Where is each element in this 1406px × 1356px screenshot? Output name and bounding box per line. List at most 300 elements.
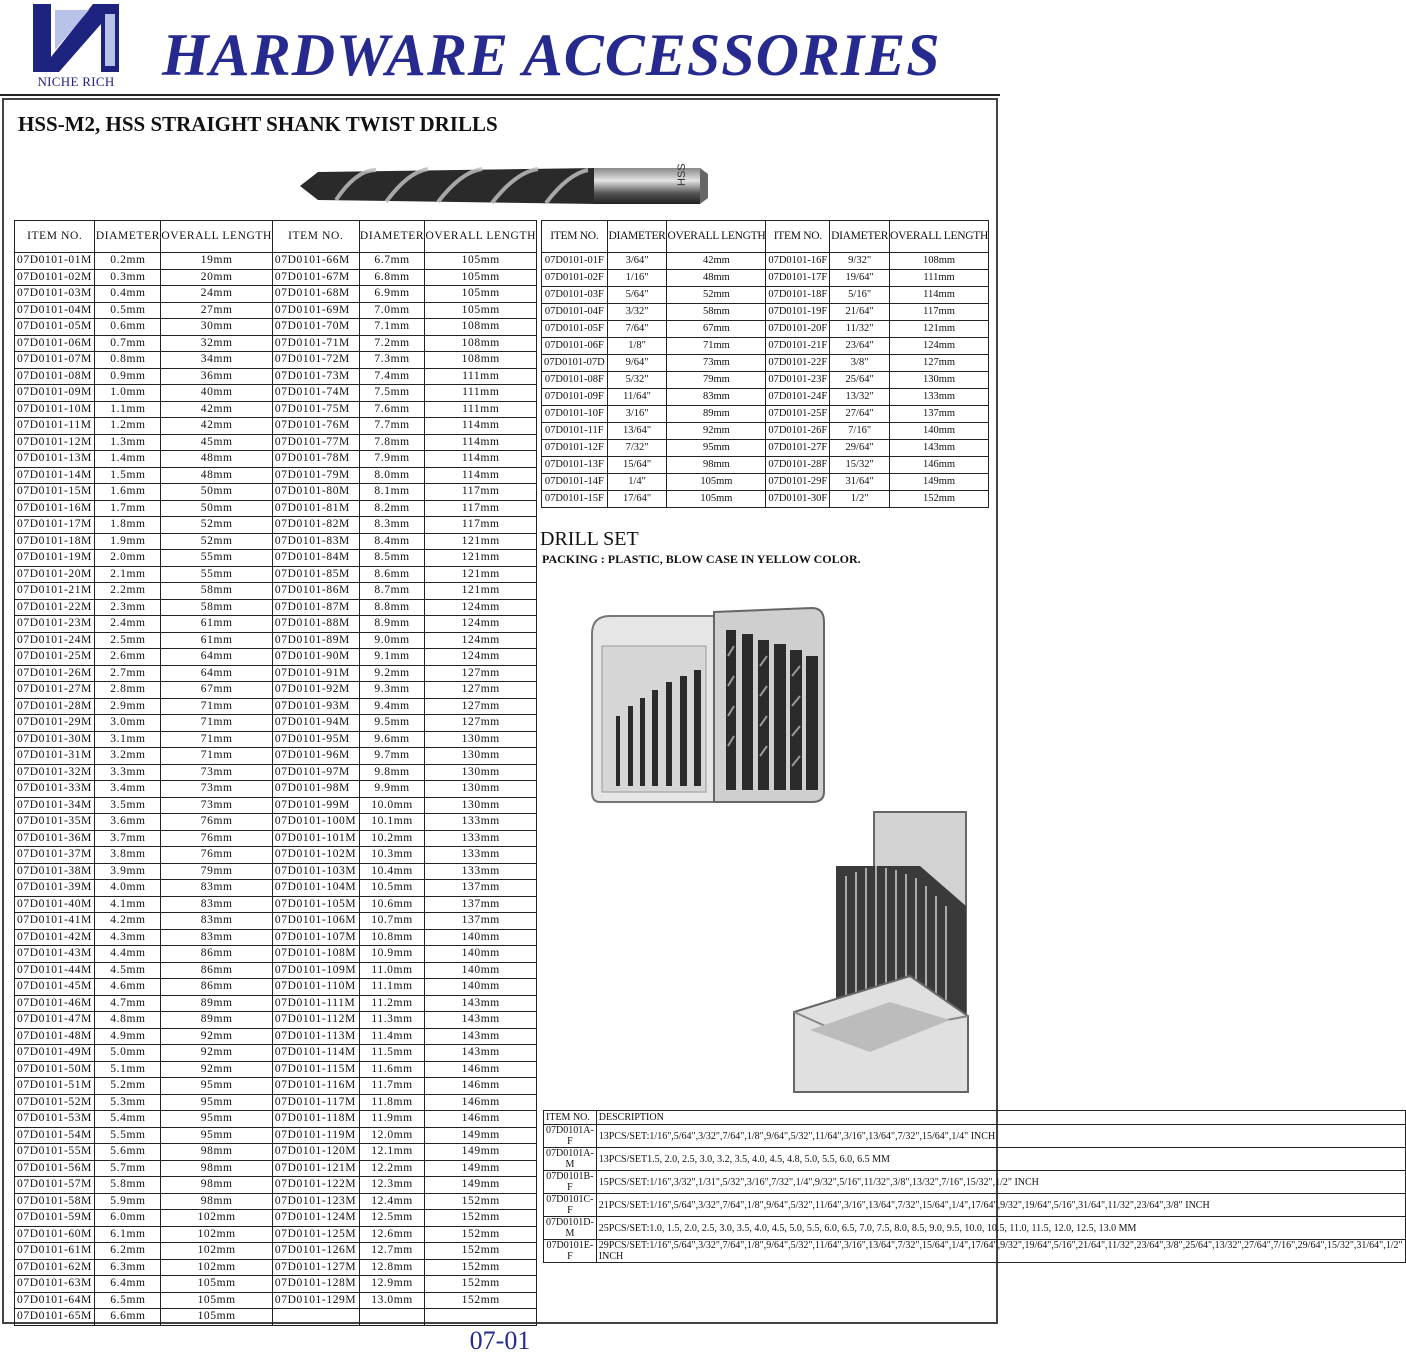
table-row [15, 484, 537, 501]
table-cell: 105mm [425, 286, 537, 303]
table-cell: 6.3mm [95, 1259, 161, 1276]
table-cell: 121mm [425, 533, 537, 550]
table-cell: 7.0mm [359, 302, 425, 319]
table-cell: 140mm [425, 929, 537, 946]
table-row [15, 962, 537, 979]
table-cell: 07D0101-85M [272, 566, 359, 583]
table-cell: 152mm [425, 1276, 537, 1293]
table-row [544, 1125, 1406, 1148]
table-cell: 108mm [425, 335, 537, 352]
table-cell: 7.5mm [359, 385, 425, 402]
table-cell: 98mm [161, 1160, 273, 1177]
table-cell: 105mm [667, 474, 766, 491]
table-cell: 07D0101-72M [272, 352, 359, 369]
table-row [544, 1240, 1406, 1263]
table-cell: 07D0101-100M [272, 814, 359, 831]
table-cell: 3/8" [830, 355, 890, 372]
table-row [15, 616, 537, 633]
table-cell: 130mm [425, 748, 537, 765]
table-cell: 1.9mm [95, 533, 161, 550]
table-cell: 152mm [425, 1292, 537, 1309]
table-cell: 4.3mm [95, 929, 161, 946]
table-row [15, 715, 537, 732]
table-cell: 9.5mm [359, 715, 425, 732]
table-row [15, 698, 537, 715]
table-cell: 3.0mm [95, 715, 161, 732]
table-cell: 83mm [667, 389, 766, 406]
table-cell: 127mm [425, 698, 537, 715]
table-cell: 07D0101-121M [272, 1160, 359, 1177]
table-cell: 98mm [161, 1177, 273, 1194]
table-cell: 2.4mm [95, 616, 161, 633]
table-cell: 07D0101-31M [15, 748, 95, 765]
table-cell: 5.6mm [95, 1144, 161, 1161]
table-cell: 0.4mm [95, 286, 161, 303]
table-row [15, 781, 537, 798]
table-cell: 45mm [161, 434, 273, 451]
table-row [544, 1171, 1406, 1194]
table-cell: 07D0101-62M [15, 1259, 95, 1276]
table-cell: 07D0101-52M [15, 1094, 95, 1111]
table-cell: 07D0101-73M [272, 368, 359, 385]
table-cell: 07D0101-127M [272, 1259, 359, 1276]
table-row [15, 764, 537, 781]
table-cell: 3.5mm [95, 797, 161, 814]
table-cell: 10.8mm [359, 929, 425, 946]
table-cell: 117mm [425, 484, 537, 501]
table-cell: 21PCS/SET:1/16",5/64",3/32",7/64",1/8",9/64",5/32",11/64",3/16",13/64",7/32",15/64",1/4",17/64",9/32",19/64",5/16",31/64",11/32",23/64",3/8" INCH [596, 1194, 1405, 1217]
table-cell: 73mm [667, 355, 766, 372]
table-cell: 07D0101-29F [766, 474, 830, 491]
table-cell: 9.8mm [359, 764, 425, 781]
table-cell: 108mm [425, 319, 537, 336]
table-row [15, 797, 537, 814]
table-cell: 42mm [161, 418, 273, 435]
table-cell: 149mm [425, 1144, 537, 1161]
table-row [15, 1210, 537, 1227]
column-header: OVERALL LENGTH [425, 221, 537, 253]
table-cell: 8.4mm [359, 533, 425, 550]
table-cell: 07D0101-101M [272, 830, 359, 847]
table-cell: 07D0101-19M [15, 550, 95, 567]
table-cell: 12.7mm [359, 1243, 425, 1260]
table-cell: 07D0101-110M [272, 979, 359, 996]
table-cell: 07D0101B-F [544, 1171, 597, 1194]
table-cell: 95mm [161, 1111, 273, 1128]
table-cell: 3.1mm [95, 731, 161, 748]
table-cell: 07D0101-07M [15, 352, 95, 369]
table-cell: 146mm [425, 1061, 537, 1078]
table-cell: 2.5mm [95, 632, 161, 649]
table-cell: 07D0101-13M [15, 451, 95, 468]
table-cell: 9.9mm [359, 781, 425, 798]
table-cell: 48mm [161, 467, 273, 484]
table-row [15, 880, 537, 897]
table-cell: 117mm [425, 517, 537, 534]
table-cell: 07D0101-09M [15, 385, 95, 402]
table-cell: 07D0101-122M [272, 1177, 359, 1194]
table-row [542, 321, 989, 338]
table-cell: 12.2mm [359, 1160, 425, 1177]
table-row [542, 253, 989, 270]
table-cell: 4.8mm [95, 1012, 161, 1029]
table-cell: 76mm [161, 830, 273, 847]
table-cell: 10.5mm [359, 880, 425, 897]
table-cell: 2.7mm [95, 665, 161, 682]
table-cell: 07D0101-60M [15, 1226, 95, 1243]
table-cell: 13.0mm [359, 1292, 425, 1309]
table-row [15, 1259, 537, 1276]
column-header: ITEM NO. [272, 221, 359, 253]
table-cell: 133mm [425, 847, 537, 864]
table-row [15, 517, 537, 534]
column-header: ITEM NO. [766, 221, 830, 253]
table-cell: 52mm [667, 287, 766, 304]
table-cell: 6.5mm [95, 1292, 161, 1309]
page-title: HARDWARE ACCESSORIES [162, 22, 941, 88]
table-cell: 07D0101-38M [15, 863, 95, 880]
table-cell: 07D0101-61M [15, 1243, 95, 1260]
table-cell: 143mm [890, 440, 989, 457]
table-cell: 1.3mm [95, 434, 161, 451]
table-cell: 9.6mm [359, 731, 425, 748]
table-cell: 30mm [161, 319, 273, 336]
table-cell: 55mm [161, 566, 273, 583]
table-cell: 9.3mm [359, 682, 425, 699]
table-cell: 1/4" [607, 474, 667, 491]
table-cell: 5/16" [830, 287, 890, 304]
table-cell: 07D0101-51M [15, 1078, 95, 1095]
table-row [15, 1193, 537, 1210]
table-cell: 2.2mm [95, 583, 161, 600]
table-cell: 07D0101-44M [15, 962, 95, 979]
table-cell: 73mm [161, 764, 273, 781]
table-cell: 2.1mm [95, 566, 161, 583]
table-cell: 07D0101-69M [272, 302, 359, 319]
table-cell: 5/32" [607, 372, 667, 389]
table-cell: 21/64" [830, 304, 890, 321]
table-row [15, 1160, 537, 1177]
table-cell: 07D0101C-F [544, 1194, 597, 1217]
table-row [15, 451, 537, 468]
table-cell: 07D0101-01F [542, 253, 608, 270]
table-cell: 07D0101-13F [542, 457, 608, 474]
table-cell: 07D0101-124M [272, 1210, 359, 1227]
table-row [15, 401, 537, 418]
column-header: DIAMETER [359, 221, 425, 253]
table-cell: 07D0101-01M [15, 253, 95, 270]
table-cell: 105mm [161, 1309, 273, 1326]
table-cell: 137mm [425, 880, 537, 897]
table-row [15, 1094, 537, 1111]
table-cell: 07D0101-108M [272, 946, 359, 963]
table-cell: 07D0101-23F [766, 372, 830, 389]
table-cell: 07D0101-78M [272, 451, 359, 468]
table-cell: 133mm [425, 863, 537, 880]
table-cell: 07D0101-129M [272, 1292, 359, 1309]
table-cell: 07D0101-33M [15, 781, 95, 798]
table-row [15, 1144, 537, 1161]
table-cell: 105mm [161, 1276, 273, 1293]
table-cell: 07D0101-18M [15, 533, 95, 550]
table-cell: 12.0mm [359, 1127, 425, 1144]
table-cell: 07D0101-43M [15, 946, 95, 963]
table-cell: 07D0101-95M [272, 731, 359, 748]
column-header: OVERALL LENGTH [667, 221, 766, 253]
table-cell: 07D0101-83M [272, 533, 359, 550]
table-cell: 7.6mm [359, 401, 425, 418]
table-cell: 07D0101-16M [15, 500, 95, 517]
table-cell: 50mm [161, 500, 273, 517]
table-cell: 07D0101-91M [272, 665, 359, 682]
table-cell: 8.8mm [359, 599, 425, 616]
table-cell: 07D0101-16F [766, 253, 830, 270]
table-cell: 0.3mm [95, 269, 161, 286]
table-cell: 07D0101-30F [766, 491, 830, 508]
table-cell: 07D0101-24F [766, 389, 830, 406]
table-row [15, 665, 537, 682]
table-cell: 07D0101-67M [272, 269, 359, 286]
table-cell: 07D0101-32M [15, 764, 95, 781]
table-cell: 07D0101-80M [272, 484, 359, 501]
table-row [15, 748, 537, 765]
table-cell: 07D0101-79M [272, 467, 359, 484]
table-cell: 07D0101-26F [766, 423, 830, 440]
table-cell: 137mm [890, 406, 989, 423]
table-row [542, 372, 989, 389]
table-cell: 07D0101-126M [272, 1243, 359, 1260]
table-cell: 98mm [161, 1144, 273, 1161]
table-cell: 9.0mm [359, 632, 425, 649]
table-row [15, 1012, 537, 1029]
table-cell: 114mm [425, 434, 537, 451]
table-cell: 07D0101-05F [542, 321, 608, 338]
table-cell: 07D0101-06F [542, 338, 608, 355]
table-cell: 07D0101-30M [15, 731, 95, 748]
table-cell: 07D0101-53M [15, 1111, 95, 1128]
table-cell: 8.1mm [359, 484, 425, 501]
table-cell: 1.7mm [95, 500, 161, 517]
table-cell: 3.6mm [95, 814, 161, 831]
table-cell: 124mm [425, 616, 537, 633]
table-cell: 105mm [425, 253, 537, 270]
page-header [0, 0, 1000, 96]
table-cell: 86mm [161, 979, 273, 996]
table-cell: 07D0101-22M [15, 599, 95, 616]
table-cell: 11.1mm [359, 979, 425, 996]
table-cell: 07D0101-97M [272, 764, 359, 781]
table-cell: 6.2mm [95, 1243, 161, 1260]
table-row [15, 385, 537, 402]
table-cell: 10.3mm [359, 847, 425, 864]
table-row [15, 368, 537, 385]
table-cell: 07D0101-117M [272, 1094, 359, 1111]
table-cell: 07D0101-94M [272, 715, 359, 732]
table-cell: 07D0101-14F [542, 474, 608, 491]
table-cell: 07D0101-24M [15, 632, 95, 649]
table-cell: 52mm [161, 517, 273, 534]
table-cell: 07D0101-82M [272, 517, 359, 534]
table-cell: 3/64" [607, 253, 667, 270]
table-cell: 07D0101E-F [544, 1240, 597, 1263]
table-cell: 15/32" [830, 457, 890, 474]
table-cell: 11.7mm [359, 1078, 425, 1095]
table-row [15, 335, 537, 352]
table-cell: 95mm [161, 1127, 273, 1144]
table-cell: 7/16" [830, 423, 890, 440]
table-cell: 102mm [161, 1243, 273, 1260]
logo-text: NICHE RICH [37, 74, 115, 89]
table-cell: 11.8mm [359, 1094, 425, 1111]
table-cell: 61mm [161, 616, 273, 633]
table-cell: 34mm [161, 352, 273, 369]
table-row [15, 979, 537, 996]
table-cell: 98mm [667, 457, 766, 474]
table-cell: 07D0101-92M [272, 682, 359, 699]
table-cell: 7.2mm [359, 335, 425, 352]
table-cell: 07D0101-50M [15, 1061, 95, 1078]
table-cell: 130mm [425, 797, 537, 814]
table-cell: 07D0101-104M [272, 880, 359, 897]
table-cell: 07D0101-21F [766, 338, 830, 355]
table-cell: 143mm [425, 1012, 537, 1029]
table-cell: 2.8mm [95, 682, 161, 699]
packing-note: PACKING : PLASTIC, BLOW CASE IN YELLOW COLOR. [542, 552, 861, 566]
table-row [15, 632, 537, 649]
table-cell: 07D0101-107M [272, 929, 359, 946]
table-cell: 29PCS/SET:1/16",5/64",3/32",7/64",1/8",9/64",5/32",11/64",3/16",13/64",7/32",15/64",1/4",17/64",9/32",19/64",5/16",21/64",11/32",23/64",3/8",25/64",13/32",27/64",7/16",29/64",15/32",31/64",1/2" INCH [596, 1240, 1405, 1263]
table-cell: 127mm [890, 355, 989, 372]
table-cell: 25/64" [830, 372, 890, 389]
table-cell: 6.9mm [359, 286, 425, 303]
table-cell: 29/64" [830, 440, 890, 457]
table-cell: 07D0101-20F [766, 321, 830, 338]
table-cell: 11.2mm [359, 995, 425, 1012]
table-cell: 11/64" [607, 389, 667, 406]
table-cell: 5/64" [607, 287, 667, 304]
table-row [15, 352, 537, 369]
table-cell: 3.9mm [95, 863, 161, 880]
table-cell: 58mm [161, 583, 273, 600]
table-cell: 17/64" [607, 491, 667, 508]
table-cell: 7/32" [607, 440, 667, 457]
table-cell: 7.3mm [359, 352, 425, 369]
table-cell: 07D0101-11M [15, 418, 95, 435]
table-cell: 67mm [161, 682, 273, 699]
table-cell: 71mm [667, 338, 766, 355]
table-cell: 1/8" [607, 338, 667, 355]
table-cell: 130mm [425, 781, 537, 798]
table-cell: 111mm [425, 368, 537, 385]
table-cell: 1.0mm [95, 385, 161, 402]
table-cell: 152mm [425, 1193, 537, 1210]
table-cell: 146mm [425, 1111, 537, 1128]
table-cell: 124mm [425, 632, 537, 649]
table-cell: 108mm [890, 253, 989, 270]
table-cell: 07D0101-63M [15, 1276, 95, 1293]
table-row [15, 1226, 537, 1243]
table-cell: 5.3mm [95, 1094, 161, 1111]
section-title: HSS-M2, HSS STRAIGHT SHANK TWIST DRILLS [18, 112, 498, 136]
table-cell: 1.2mm [95, 418, 161, 435]
table-cell: 5.2mm [95, 1078, 161, 1095]
table-cell: 07D0101-106M [272, 913, 359, 930]
table-cell: 7/64" [607, 321, 667, 338]
table-cell: 7.4mm [359, 368, 425, 385]
table-cell: 89mm [667, 406, 766, 423]
table-cell: 0.7mm [95, 335, 161, 352]
column-header: OVERALL LENGTH [161, 221, 273, 253]
table-cell: 07D0101-39M [15, 880, 95, 897]
table-row [542, 474, 989, 491]
table-row [15, 1028, 537, 1045]
table-cell: 95mm [161, 1094, 273, 1111]
table-cell: 3.8mm [95, 847, 161, 864]
table-cell: 133mm [425, 830, 537, 847]
table-cell: 89mm [161, 995, 273, 1012]
table-cell: 07D0101-90M [272, 649, 359, 666]
table-row [15, 896, 537, 913]
table-cell: 5.7mm [95, 1160, 161, 1177]
table-cell: 0.2mm [95, 253, 161, 270]
table-cell: 124mm [890, 338, 989, 355]
table-cell: 6.4mm [95, 1276, 161, 1293]
table-cell: 07D0101-27F [766, 440, 830, 457]
table-cell: 12.9mm [359, 1276, 425, 1293]
table-cell: 25PCS/SET:1.0, 1.5, 2.0, 2.5, 3.0, 3.5, 4.0, 4.5, 5.0, 5.5, 6.0, 6.5, 7.0, 7.5, 8.0, 8.5, 9.0, 9.5, 10.0, 10.5, 11.0, 11.5, 12.0, 12.5, 13.0 MM [596, 1217, 1405, 1240]
table-cell: 12.6mm [359, 1226, 425, 1243]
column-header: DIAMETER [607, 221, 667, 253]
table-row [15, 1045, 537, 1062]
table-cell: 8.7mm [359, 583, 425, 600]
table-cell: 12.8mm [359, 1259, 425, 1276]
table-cell: 42mm [161, 401, 273, 418]
table-cell: 133mm [890, 389, 989, 406]
table-cell: 4.0mm [95, 880, 161, 897]
table-cell: 121mm [425, 583, 537, 600]
table-cell: 83mm [161, 880, 273, 897]
table-cell: 8.6mm [359, 566, 425, 583]
table-cell: 07D0101-15F [542, 491, 608, 508]
table-cell: 07D0101-46M [15, 995, 95, 1012]
table-cell: 64mm [161, 649, 273, 666]
table-cell: 07D0101-03F [542, 287, 608, 304]
table-cell: 92mm [161, 1045, 273, 1062]
table-cell: 07D0101-128M [272, 1276, 359, 1293]
twist-drill-image [296, 160, 712, 210]
drill-set-case-large-image [790, 806, 972, 1096]
table-row [15, 830, 537, 847]
table-cell: 10.1mm [359, 814, 425, 831]
table-cell: 40mm [161, 385, 273, 402]
table-cell: 146mm [425, 1094, 537, 1111]
table-cell: 07D0101-116M [272, 1078, 359, 1095]
column-header: DESCRIPTION [596, 1111, 1405, 1125]
table-row [15, 583, 537, 600]
table-cell: 111mm [890, 270, 989, 287]
drill-set-case-small-image [586, 606, 826, 806]
table-row [544, 1194, 1406, 1217]
table-header-row [544, 1111, 1406, 1125]
table-cell: 6.7mm [359, 253, 425, 270]
table-cell: 127mm [425, 682, 537, 699]
table-cell: 19mm [161, 253, 273, 270]
table-cell: 9.1mm [359, 649, 425, 666]
table-cell: 24mm [161, 286, 273, 303]
table-row [542, 338, 989, 355]
table-cell: 7.1mm [359, 319, 425, 336]
table-cell: 07D0101-12M [15, 434, 95, 451]
